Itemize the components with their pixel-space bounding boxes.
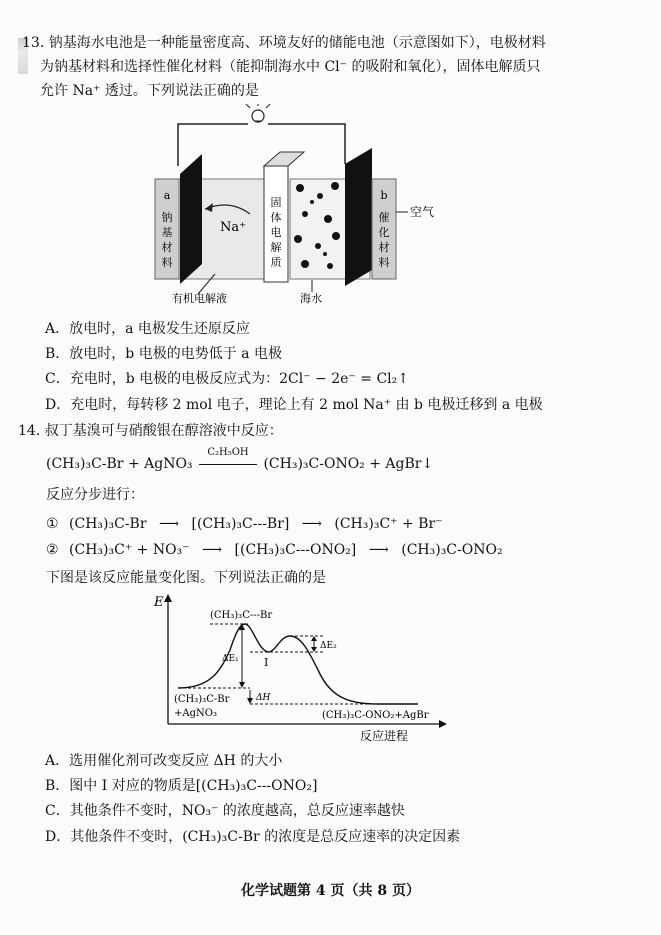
- step2-product: (CH₃)₃C-ONO₂: [401, 542, 503, 558]
- steps-title: 反应分步进行：: [46, 487, 144, 503]
- e2-label: ΔE₂: [320, 641, 337, 651]
- q14-option-b: B．图中 I 对应的物质是[(CH₃)₃C---ONO₂]: [45, 778, 318, 794]
- overall-right: (CH₃)₃C-ONO₂ + AgBr↓: [263, 456, 434, 472]
- step2-reactant: (CH₃)₃C⁺ + NO₃⁻: [69, 542, 190, 558]
- electrode-a-char-3: 材: [161, 241, 173, 254]
- electrolyte-char-0: 固: [270, 196, 282, 209]
- step2-arrow2: ⟶: [368, 542, 389, 558]
- e1-label: ΔE₁: [222, 654, 239, 664]
- q13-option-c: C．充电时，b 电极的电极反应式为：2Cl⁻ − 2e⁻ = Cl₂↑: [45, 371, 409, 387]
- q13-stem-text1: 钠基海水电池是一种能量密度高、环境友好的储能电池（示意图如下），电极材料: [48, 35, 546, 51]
- step2-arrow1: ⟶: [202, 542, 223, 558]
- y-axis-label: E: [154, 595, 164, 610]
- step1-arrow2: ⟶: [301, 516, 322, 532]
- intermediate-label: I: [264, 656, 269, 669]
- step1-reactant: (CH₃)₃C-Br: [69, 516, 147, 532]
- overall-equation: [46, 447, 434, 473]
- overall-left: (CH₃)₃C-Br + AgNO₃: [46, 456, 193, 472]
- electrode-b-char-4: 料: [378, 256, 390, 269]
- electrolyte-side: [264, 152, 304, 166]
- step1-ts: [(CH₃)₃C---Br]: [191, 516, 290, 532]
- q13-stem-line1: [22, 34, 546, 52]
- step1-products: (CH₃)₃C⁺ + Br⁻: [334, 516, 443, 532]
- q14-option-a: A．选用催化剂可改变反应 ΔH 的大小: [45, 753, 283, 769]
- plate-a: [180, 154, 202, 284]
- step1-arrow1: ⟶: [158, 516, 180, 532]
- step2-label: ②: [46, 542, 59, 558]
- e2-arrowhead-bottom: [311, 647, 317, 652]
- electrode-b-char-3: 材: [378, 241, 390, 254]
- step-2: [46, 541, 503, 559]
- reaction-arrow: [197, 447, 259, 473]
- q13-stem-line3: 允许 Na⁺ 透过。下列说法正确的是: [40, 83, 259, 99]
- e2-arrowhead-top: [311, 636, 317, 641]
- q14-stem: 叔丁基溴可与硝酸银在醇溶液中反应：: [44, 423, 283, 439]
- plate-b: [345, 148, 372, 286]
- step1-label: ①: [46, 516, 59, 532]
- electrolyte-char-1: 体: [270, 211, 282, 224]
- na-ion-label: Na⁺: [220, 220, 246, 235]
- q13-option-b: B．放电时，b 电极的电势低于 a 电极: [45, 346, 282, 362]
- reactant-label-1: (CH₃)₃C-Br: [174, 694, 230, 705]
- figure-intro: 下图是该反应能量变化图。下列说法正确的是: [46, 570, 326, 586]
- reactant-label-2: +AgNO₃: [174, 708, 217, 719]
- seawater-label: 海水: [300, 292, 322, 304]
- air-label: 空气: [410, 205, 435, 219]
- electrode-a-char-4: 料: [161, 256, 173, 269]
- product-label: (CH₃)₃C-ONO₂+AgBr: [322, 710, 429, 721]
- lightbulb-icon: [246, 104, 270, 122]
- electrode-b-char-2: 化: [378, 226, 390, 239]
- x-axis-arrowhead: [439, 720, 447, 728]
- electrode-a-char-1: 钠: [161, 211, 173, 224]
- energy-levels: [178, 624, 418, 704]
- electrolyte-char-4: 质: [270, 256, 282, 269]
- battery-diagram: [140, 104, 440, 304]
- dh-label: ΔH: [256, 693, 271, 703]
- q13-option-a: A．放电时，a 电极发生还原反应: [45, 321, 250, 337]
- x-axis-label: 反应进程: [360, 729, 409, 742]
- q14-option-d: D．其他条件不变时，(CH₃)₃C-Br 的浓度是总反应速率的决定因素: [45, 829, 461, 845]
- electrode-a-char-2: 基: [161, 226, 173, 239]
- reaction-condition: C₂H₅OH: [207, 447, 249, 458]
- organic-label: 有机电解液: [172, 292, 227, 304]
- ts-label: (CH₃)₃C---Br: [210, 610, 273, 621]
- electrolyte-label: [271, 196, 282, 269]
- dh-arrowhead: [247, 698, 253, 704]
- q14-option-c: C．其他条件不变时，NO₃⁻ 的浓度越高，总反应速率越快: [45, 803, 405, 819]
- y-axis-arrowhead: [164, 594, 172, 602]
- e1-arrowhead-bottom: [239, 682, 245, 688]
- step2-ts: [(CH₃)₃C---ONO₂]: [234, 542, 357, 558]
- step-1: [46, 515, 443, 533]
- q13-option-d: D．充电时，每转移 2 mol 电子，理论上有 2 mol Na⁺ 由 b 电极迁移到 a 电极: [45, 397, 543, 413]
- q13-stem-line2: 为钠基材料和选择性催化材料（能抑制海水中 Cl⁻ 的吸附和氧化），固体电解质只: [40, 59, 541, 75]
- q13-number: 13.: [22, 35, 45, 51]
- q14-stem-line: [18, 422, 283, 440]
- electrode-b-char-1: 催: [378, 211, 390, 224]
- electrode-b-char-0: b: [380, 189, 388, 202]
- energy-diagram: [150, 592, 450, 742]
- q14-number: 14.: [18, 423, 41, 439]
- external-circuit: [178, 124, 345, 166]
- electrolyte-char-2: 电: [270, 226, 282, 239]
- electrolyte-char-3: 解: [270, 241, 282, 254]
- page-footer: 化学试题第 4 页（共 8 页）: [241, 883, 420, 899]
- electrode-a-char-0: a: [163, 189, 171, 202]
